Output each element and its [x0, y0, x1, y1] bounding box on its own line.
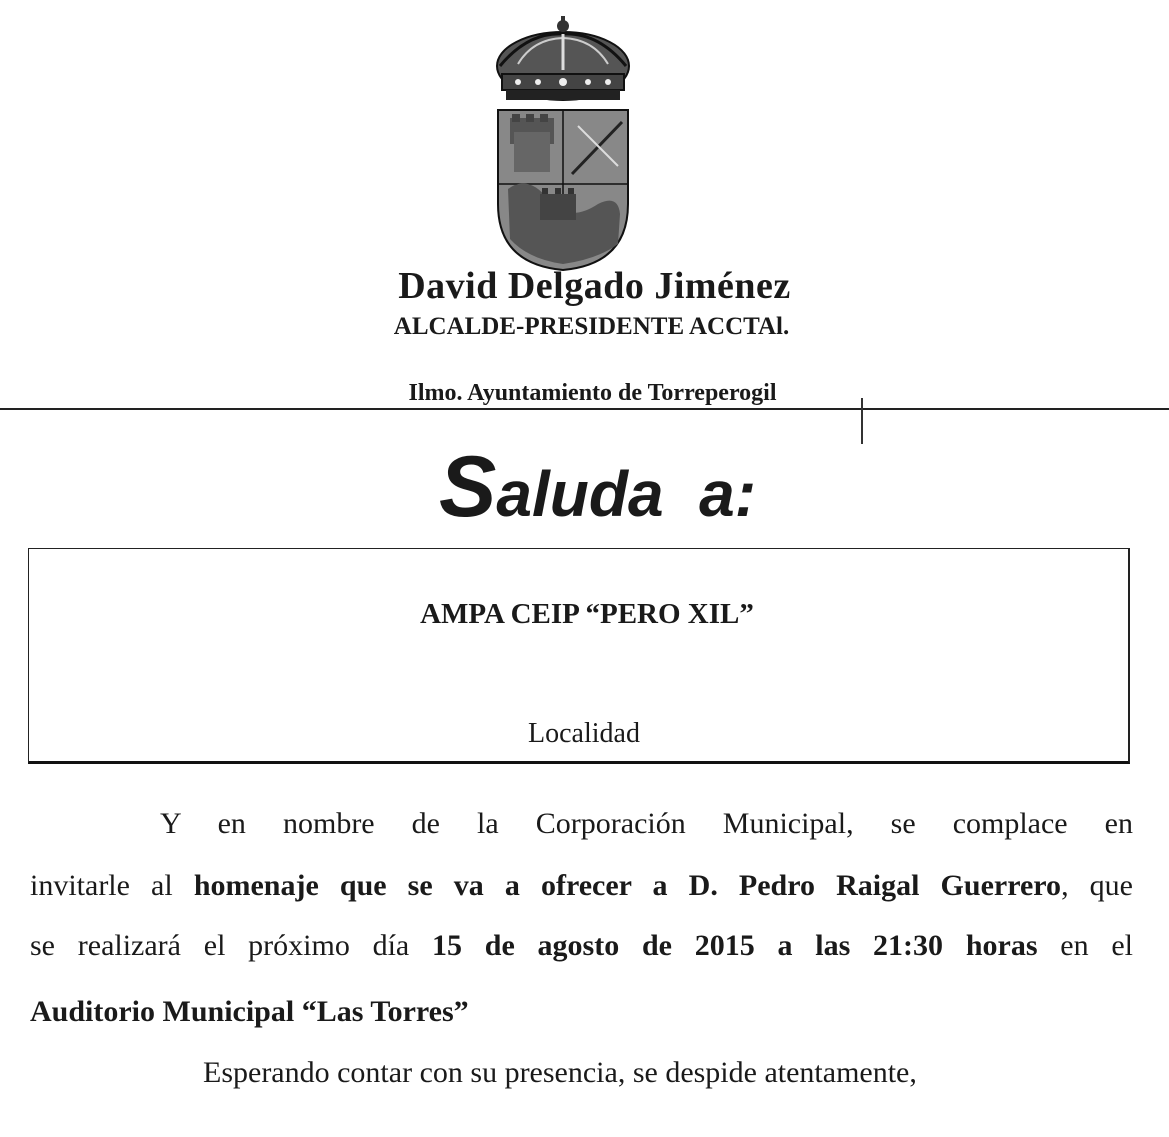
body-text: Y en nombre de la Corporación Municipal, se complace en: [160, 807, 1133, 840]
mayor-role: ALCALDE-PRESIDENTE ACCTAl.: [393, 313, 790, 340]
body-text: se realizará el próximo día: [30, 929, 433, 962]
coat-of-arms-emblem: [488, 14, 638, 272]
event-venue: Auditorio Municipal “Las Torres”: [30, 995, 469, 1028]
body-line-1: [30, 806, 1133, 842]
body-line-2: [30, 868, 1133, 904]
recipient-name: AMPA CEIP “PERO XIL”: [420, 598, 754, 630]
recipient-locality: Localidad: [528, 718, 640, 749]
event-datetime: 15 de agosto de 2015 a las 21:30 horas: [432, 929, 1038, 962]
mayor-name: David Delgado Jiménez: [398, 265, 791, 307]
greeting-rest: aluda a:: [496, 458, 756, 530]
body-line-3: [30, 928, 1133, 964]
body-text: en el: [1037, 929, 1133, 962]
body-line-4: [30, 994, 1133, 1030]
closing-line: Esperando contar con su presencia, se despide atentamente,: [203, 1056, 917, 1089]
body-text: , que: [1061, 869, 1133, 902]
greeting-title: [0, 438, 1169, 537]
body-text: invitarle al: [30, 869, 194, 902]
greeting-initial: S: [439, 439, 497, 535]
event-title: homenaje que se va a ofrecer a D. Pedro Raigal Guerrero: [193, 869, 1062, 902]
shield-icon: [498, 110, 628, 270]
header-divider: [0, 408, 1169, 410]
council-name: Ilmo. Ayuntamiento de Torreperogil: [408, 380, 777, 406]
crown-icon: [497, 16, 629, 100]
